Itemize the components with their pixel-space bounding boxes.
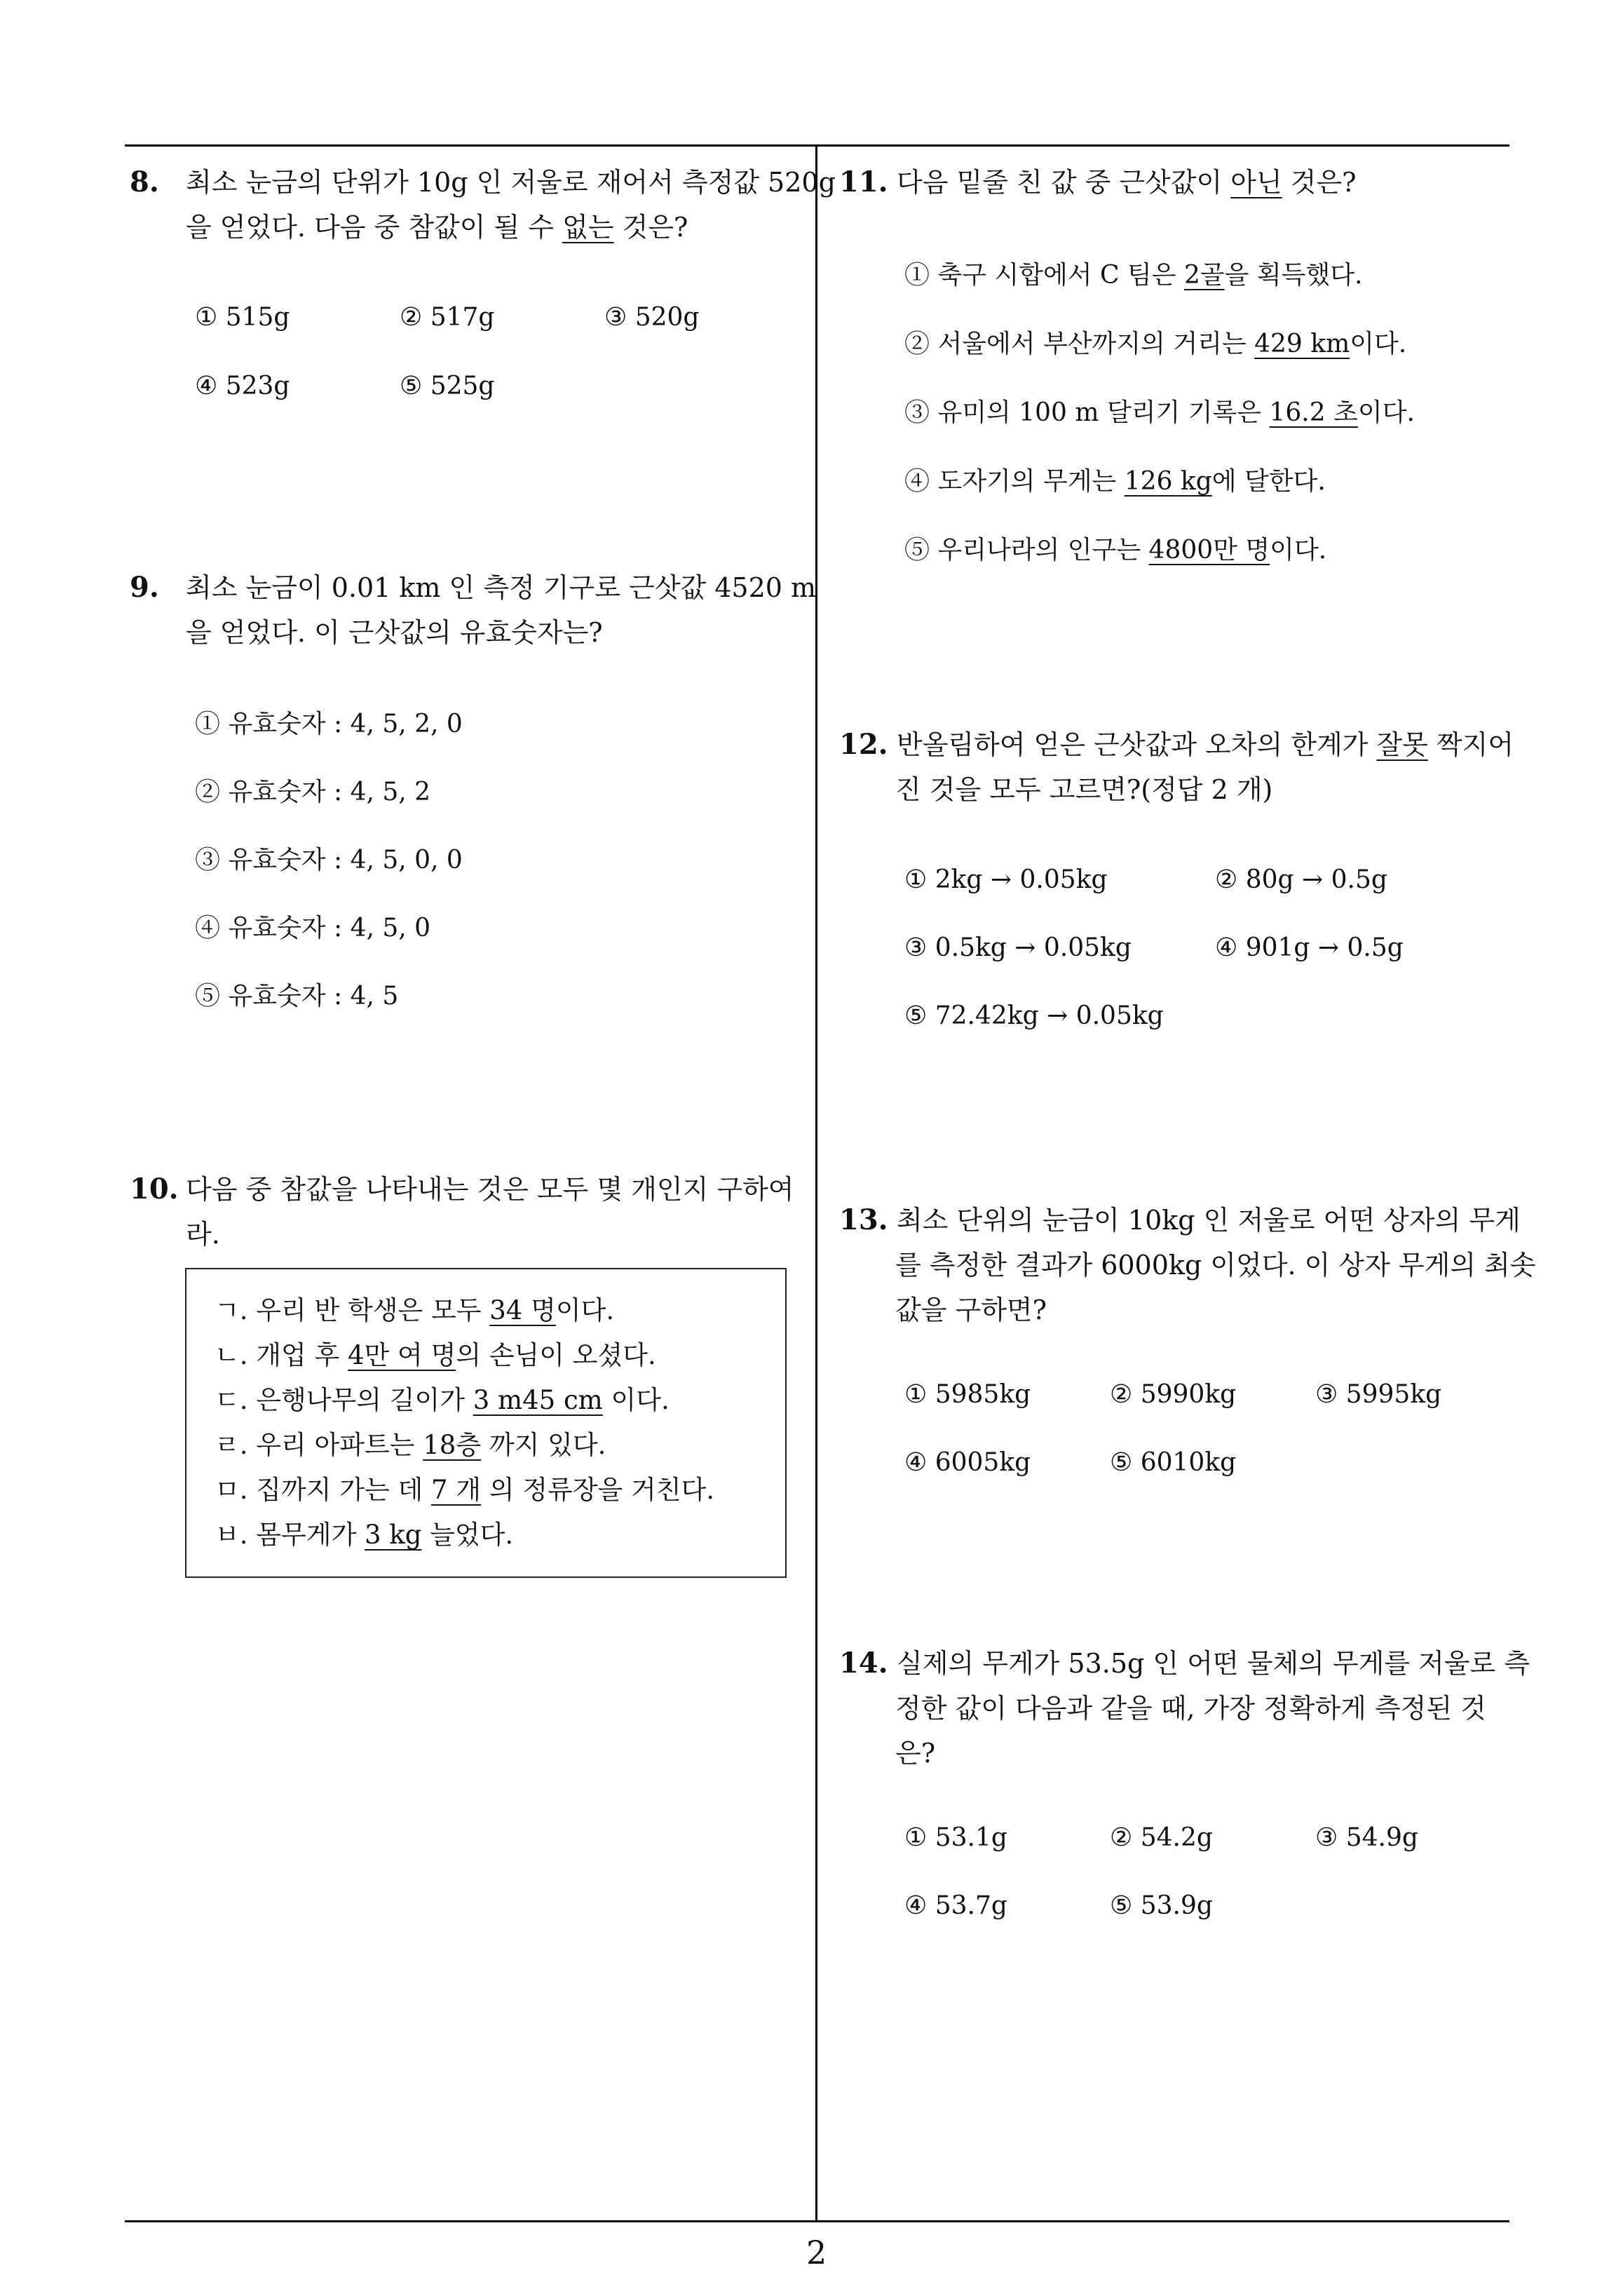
question-14 [839, 1641, 1530, 1776]
option-3[interactable]: ③ 5995kg [1315, 1380, 1442, 1409]
bottom-rule [125, 2220, 1509, 2222]
option-5[interactable]: ⑤ 72.42kg → 0.05kg [904, 1001, 1164, 1030]
question-stem-line2-a: 을 얻었다. 다음 중 참값이 될 수 [186, 212, 563, 243]
option-4[interactable]: ④ 유효숫자 : 4, 5, 0 [195, 914, 431, 943]
option-4[interactable]: ④ 6005kg [904, 1448, 1031, 1477]
statement-4: ㄹ. 우리 아파트는 18층 까지 있다. [215, 1430, 606, 1460]
option-1[interactable]: ① 515g [195, 303, 290, 332]
question-number: 12. [839, 728, 888, 761]
option-3[interactable]: ③ 520g [604, 303, 700, 332]
option-3[interactable]: ③ 유미의 100 m 달리기 기록은 16.2 초이다. [904, 398, 1415, 427]
question-number: 8. [130, 166, 159, 198]
question-9 [130, 565, 817, 655]
question-stem-line2: 를 측정한 결과가 6000kg 이었다. 이 상자 무게의 최솟 [895, 1250, 1536, 1281]
column-divider [815, 144, 817, 2222]
statement-box [185, 1268, 787, 1578]
question-stem-line1: 최소 눈금의 단위가 10g 인 저울로 재어서 측정값 520g [186, 167, 836, 198]
question-number: 14. [839, 1647, 888, 1680]
option-2[interactable]: ② 5990kg [1110, 1380, 1237, 1409]
statement-2: ㄴ. 개업 후 4만 여 명의 손님이 오셨다. [215, 1340, 656, 1370]
option-4[interactable]: ④ 53.7g [904, 1891, 1007, 1920]
option-5[interactable]: ⑤ 525g [400, 372, 495, 400]
option-5[interactable]: ⑤ 유효숫자 : 4, 5 [195, 982, 399, 1011]
underlined-word: 아닌 [1230, 167, 1282, 198]
question-stem-line1: 최소 단위의 눈금이 10kg 인 저울로 어떤 상자의 무게 [897, 1205, 1521, 1236]
question-stem-line1: 최소 눈금이 0.01 km 인 측정 기구로 근삿값 4520 m [186, 572, 817, 603]
option-5[interactable]: ⑤ 6010kg [1110, 1448, 1237, 1477]
option-2[interactable]: ② 유효숫자 : 4, 5, 2 [195, 778, 431, 806]
question-stem-line1: 실제의 무게가 53.5g 인 어떤 물체의 무게를 저울로 측 [897, 1648, 1530, 1679]
question-11: 11. 다음 밑줄 친 값 중 근삿값이 아닌 것은? [839, 160, 1509, 205]
question-number: 9. [130, 571, 159, 604]
option-2[interactable]: ② 서울에서 부산까지의 거리는 429 km이다. [904, 330, 1407, 358]
option-4[interactable]: ④ 도자기의 무게는 126 kg에 달한다. [904, 467, 1326, 496]
statement-6: ㅂ. 몸무게가 3 kg 늘었다. [215, 1520, 514, 1550]
option-3[interactable]: ③ 0.5kg → 0.05kg [904, 933, 1132, 962]
option-1[interactable]: ① 5985kg [904, 1380, 1031, 1409]
underlined-word: 없는 [562, 212, 614, 243]
option-5[interactable]: ⑤ 우리나라의 인구는 4800만 명이다. [904, 536, 1327, 565]
option-2[interactable]: ② 517g [400, 303, 495, 332]
question-number: 11. [839, 166, 888, 198]
option-3[interactable]: ③ 유효숫자 : 4, 5, 0, 0 [195, 846, 463, 874]
page-number: 2 [806, 2234, 827, 2271]
question-stem-line3: 값을 구하면? [895, 1295, 1047, 1325]
question-number: 10. [130, 1173, 179, 1206]
question-12: 12. 반올림하여 얻은 근삿값과 오차의 한계가 잘못 짝지어 진 것을 모두 고르면?(정답 2 개) [839, 722, 1509, 812]
option-4[interactable]: ④ 523g [195, 372, 290, 400]
question-stem-line2: 진 것을 모두 고르면?(정답 2 개) [895, 774, 1273, 805]
statement-1: ㄱ. 우리 반 학생은 모두 34 명이다. [215, 1295, 615, 1325]
statement-5: ㅁ. 집까지 가는 데 7 개 의 정류장을 거친다. [215, 1475, 715, 1505]
option-1[interactable]: ① 2kg → 0.05kg [904, 865, 1108, 894]
question-13 [839, 1198, 1536, 1332]
option-1[interactable]: ① 53.1g [904, 1823, 1007, 1852]
question-8 [130, 160, 836, 250]
question-10 [130, 1167, 806, 1257]
question-number: 13. [839, 1203, 888, 1236]
question-stem-line3: 은? [895, 1738, 936, 1769]
option-1[interactable]: ① 유효숫자 : 4, 5, 2, 0 [195, 710, 463, 738]
question-stem-line2: 정한 값이 다음과 같을 때, 가장 정확하게 측정된 것 [895, 1693, 1486, 1724]
option-2[interactable]: ② 54.2g [1110, 1823, 1213, 1852]
option-3[interactable]: ③ 54.9g [1315, 1823, 1418, 1852]
option-4[interactable]: ④ 901g → 0.5g [1215, 933, 1404, 962]
option-1[interactable]: ① 축구 시합에서 C 팀은 2골을 획득했다. [904, 261, 1363, 290]
option-2[interactable]: ② 80g → 0.5g [1215, 865, 1387, 894]
underlined-word: 잘못 [1376, 729, 1428, 760]
question-stem-line2: 을 얻었다. 이 근삿값의 유효숫자는? [186, 617, 603, 648]
question-stem-line1: 다음 중 참값을 나타내는 것은 모두 몇 개인지 구하여 [186, 1174, 794, 1205]
option-5[interactable]: ⑤ 53.9g [1110, 1891, 1213, 1920]
question-stem-line2: 라. [186, 1219, 220, 1250]
statement-3: ㄷ. 은행나무의 길이가 3 m45 cm 이다. [215, 1385, 670, 1415]
question-stem-line2-b: 것은? [613, 212, 688, 243]
